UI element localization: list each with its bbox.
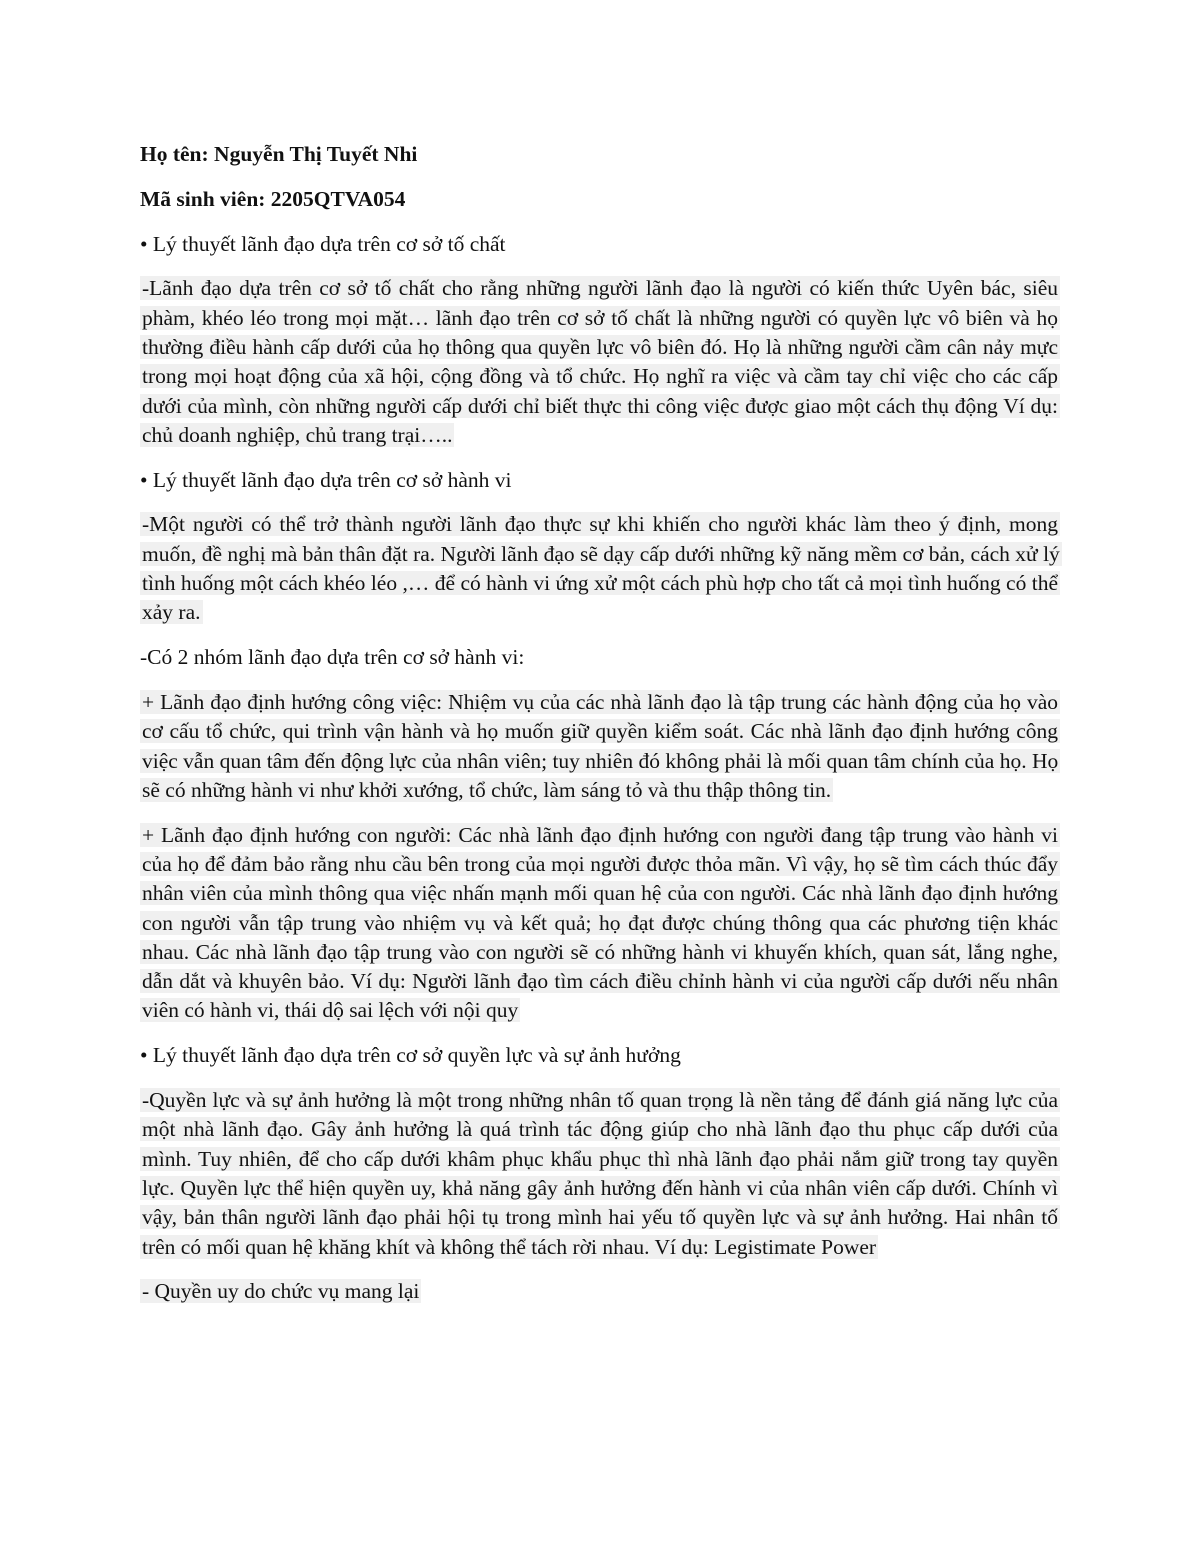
- paragraph-behavior-intro: -Một người có thể trở thành người lãnh đạo thực sự khi khiến cho người khác làm theo ý định, mong muốn, đề nghị mà bản thân đặt ra. Người lãnh đạo sẽ dạy cấp dưới những kỹ năng mềm cơ bản, cách xử lý tình huống một cách khéo léo ,… để có hành vi ứng xử một cách phù hợp cho tất cả mọi tình huống có thể xảy ra.: [142, 512, 1060, 625]
- section-heading-behavior: • Lý thuyết lãnh đạo dựa trên cơ sở hành vi: [140, 467, 512, 492]
- paragraph-behavior-groups: -Có 2 nhóm lãnh đạo dựa trên cơ sở hành vi:: [140, 645, 525, 670]
- student-name: Họ tên: Nguyễn Thị Tuyết Nhi: [140, 142, 418, 166]
- paragraph-task-oriented: + Lãnh đạo định hướng công việc: Nhiệm vụ của các nhà lãnh đạo là tập trung các hành động của họ vào cơ cấu tổ chức, qui trình vận hành và họ muốn giữ quyền kiểm soát. Các nhà lãnh đạo định hướng công việc vẫn quan tâm đến động lực của nhân viên; tuy nhiên đó không phải là mối quan tâm chính của họ. Họ sẽ có những hành vi như khởi xướng, tổ chức, làm sáng tỏ và thu thập thông tin.: [142, 689, 1059, 802]
- paragraph-traits: -Lãnh đạo dựa trên cơ sở tố chất cho rằng những người lãnh đạo là người có kiến thức Uyên bác, siêu phàm, khéo léo trong mọi mặt… lãnh đạo trên cơ sở tố chất là những người có quyền lực vô biên và họ thường điều hành cấp dưới của họ thông qua quyền lực vô biên đó. Họ là những người cầm cân nảy mực trong mọi hoạt động của xã hội, cộng đồng và tổ chức. Họ nghĩ ra việc và cầm tay chỉ việc cho các cấp dưới của mình, còn những người cấp dưới chỉ biết thực thi công việc được giao một cách thụ động Ví dụ: chủ doanh nghiệp, chủ trang trại…..: [142, 276, 1058, 447]
- student-id: Mã sinh viên: 2205QTVA054: [140, 186, 406, 211]
- section-heading-power: • Lý thuyết lãnh đạo dựa trên cơ sở quyền lực và sự ảnh hưởng: [140, 1043, 681, 1068]
- section-heading-traits: • Lý thuyết lãnh đạo dựa trên cơ sở tố chất: [140, 231, 506, 256]
- paragraph-legitimate-authority: - Quyền uy do chức vụ mang lại: [142, 1279, 420, 1304]
- paragraph-people-oriented: + Lãnh đạo định hướng con người: Các nhà lãnh đạo định hướng con người đang tập trung vào hành vi của họ để đảm bảo rằng nhu cầu bên trong của mọi người được thỏa mãn. Vì vậy, họ sẽ tìm cách thúc đẩy nhân viên của mình thông qua việc nhấn mạnh mối quan hệ của con người. Các nhà lãnh đạo định hướng con người vẫn tập trung vào nhiệm vụ và kết quả; họ đạt được chúng thông qua các phương tiện khác nhau. Các nhà lãnh đạo tập trung vào con người sẽ có những hành vi khuyến khích, quan sát, lắng nghe, dẫn dắt và khuyên bảo. Ví dụ: Người lãnh đạo tìm cách điều chỉnh hành vi của người cấp dưới nếu nhân viên có hành vi, thái dộ sai lệch với nội quy: [142, 822, 1058, 1023]
- paragraph-power: -Quyền lực và sự ảnh hưởng là một trong những nhân tố quan trọng là nền tảng để đánh giá năng lực của một nhà lãnh đạo. Gây ảnh hưởng là quá trình tác động giúp cho nhà lãnh đạo thu phục cấp dưới của mình. Tuy nhiên, để cho cấp dưới khâm phục khẩu phục thì nhà lãnh đạo phải nắm giữ trong tay quyền lực. Quyền lực thể hiện quyền uy, khả năng gây ảnh hưởng đến hành vi của nhân viên cấp dưới. Chính vì vậy, bản thân người lãnh đạo phải hội tụ trong mình hai yếu tố quyền lực và sự ảnh hưởng. Hai nhân tố trên có mối quan hệ khăng khít và không thể tách rời nhau. Ví dụ: Legistimate Power: [142, 1088, 1058, 1259]
- document-page: [140, 140, 1060, 1322]
